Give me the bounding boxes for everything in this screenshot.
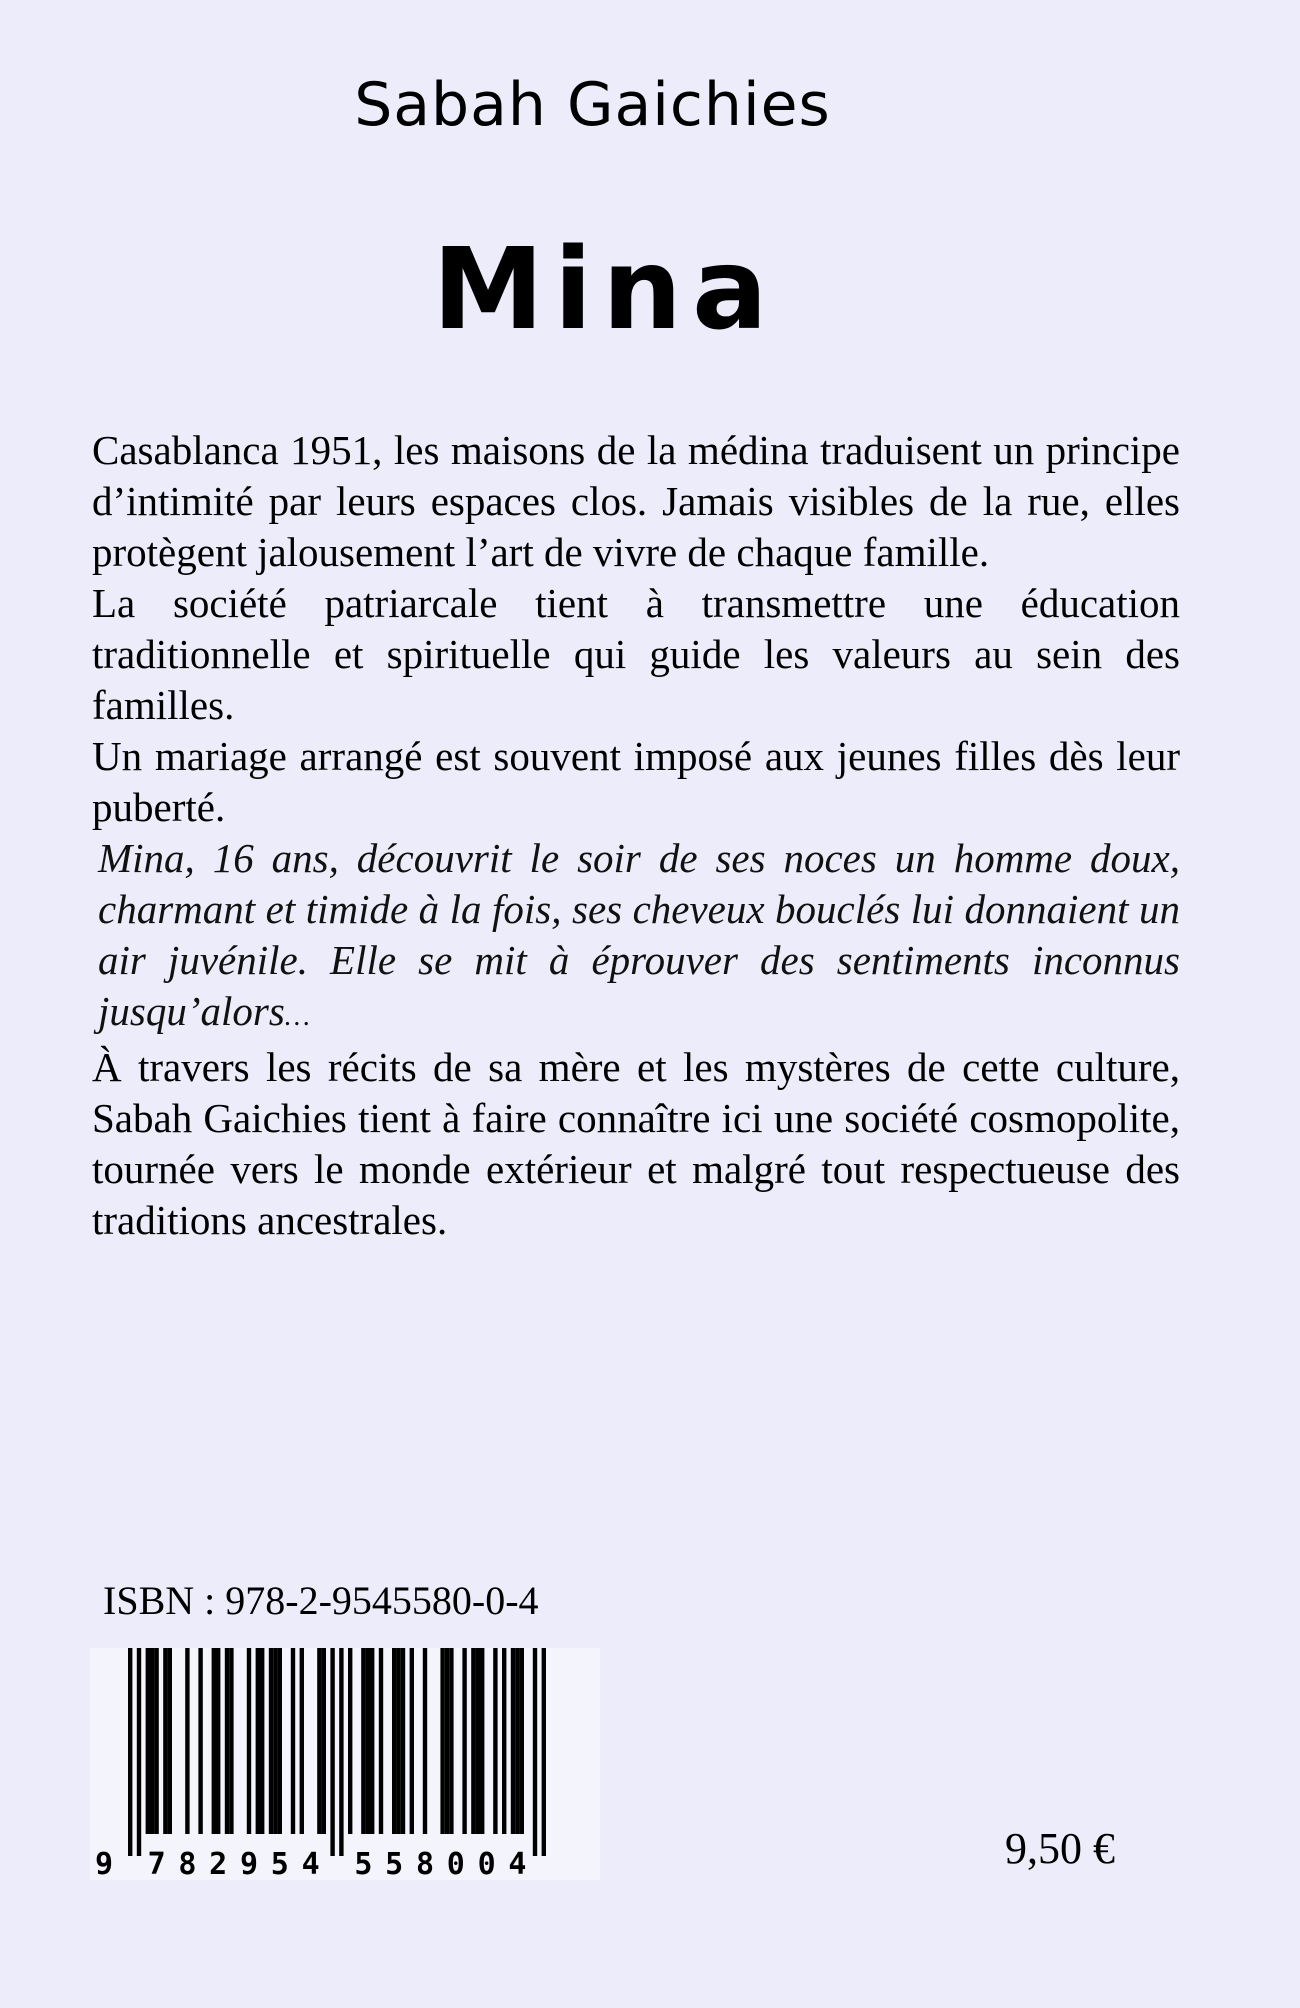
blurb-paragraph-1: Casablanca 1951, les maisons de la médina traduisent un principe d’intimité par leurs espaces clos. Jamais visibles de la rue, elles protègent jalousement l’art de vivre de chaque famille.: [92, 427, 1180, 575]
barcode-bar: [322, 1648, 326, 1834]
barcode-bar: [480, 1648, 484, 1834]
price-label: 9,50 €: [1005, 1824, 1115, 1873]
barcode-bar: [225, 1648, 229, 1834]
back-cover-blurb: [92, 425, 1180, 1246]
excerpt-ellipsis: …: [284, 1001, 310, 1032]
barcode-bar: [476, 1648, 480, 1834]
barcode-bar: [256, 1648, 260, 1834]
barcode-digit: 4: [301, 1847, 320, 1880]
barcode-bar: [401, 1648, 405, 1834]
blurb-paragraph-3: Un mariage arrangé est souvent imposé aux jeunes filles dès leur puberté.: [92, 733, 1180, 830]
barcode-bar: [542, 1648, 546, 1856]
book-title: Mina: [432, 225, 778, 355]
barcode-bar: [379, 1648, 383, 1834]
barcode-bar: [533, 1648, 537, 1856]
barcode-bar: [370, 1648, 374, 1834]
barcode-bar: [339, 1648, 343, 1856]
barcode-digit: 9: [239, 1847, 259, 1880]
barcode-bar: [137, 1648, 141, 1856]
excerpt-text: Mina, 16 ans, découvrit le soir de ses noces un homme doux, charmant et timide à la fois, ses cheveux bouclés lui donnaient un air juvénile. Elle se mit à éprouver des sentiments inconnus jusqu’alors: [98, 835, 1180, 1034]
isbn-label: ISBN : 978-2-9545580-0-4: [103, 1578, 539, 1623]
barcode-digit: 2: [209, 1847, 228, 1880]
blurb-paragraph-2: La société patriarcale tient à transmettre une éducation traditionnelle et spirituelle qui guide les valeurs au sein des familles.: [92, 580, 1180, 728]
barcode-digit: 8: [415, 1847, 435, 1880]
barcode-bar: [229, 1648, 233, 1834]
barcode-digit: 8: [178, 1847, 197, 1880]
barcode-digit: 9: [94, 1847, 114, 1880]
blurb-italic-excerpt: [92, 833, 1180, 1042]
barcode-bar: [168, 1648, 172, 1834]
barcode-bar: [361, 1648, 365, 1834]
barcode-bar: [185, 1648, 189, 1834]
barcode-bar: [163, 1648, 167, 1834]
barcode-bar: [366, 1648, 370, 1834]
barcode-bar: [278, 1648, 282, 1834]
barcode-bar: [348, 1648, 352, 1834]
barcode-bar: [520, 1648, 524, 1834]
barcode-bar: [423, 1648, 427, 1834]
barcode-bar: [300, 1648, 304, 1834]
barcode-bar: [212, 1648, 216, 1834]
barcode: [90, 1648, 600, 1880]
barcode-graphic: [90, 1648, 600, 1880]
barcode-digit: 7: [147, 1847, 166, 1880]
barcode-digit: 0: [446, 1847, 465, 1880]
barcode-bar: [396, 1648, 400, 1834]
barcode-bar: [146, 1648, 150, 1834]
barcode-bar: [260, 1648, 264, 1834]
barcode-bar: [216, 1648, 220, 1834]
barcode-bar: [269, 1648, 273, 1834]
barcode-bar: [493, 1648, 497, 1834]
barcode-bar: [291, 1648, 295, 1834]
barcode-digit: 4: [508, 1847, 527, 1880]
barcode-bar: [445, 1648, 449, 1834]
barcode-bar: [515, 1648, 519, 1834]
barcode-bar: [392, 1648, 396, 1834]
barcode-bar: [440, 1648, 444, 1834]
barcode-digit: 5: [270, 1847, 289, 1880]
barcode-bar: [198, 1648, 202, 1834]
barcode-digit: 5: [354, 1847, 373, 1880]
barcode-bar: [154, 1648, 158, 1834]
barcode-bar: [449, 1648, 453, 1834]
barcode-bar: [502, 1648, 506, 1834]
barcode-bar: [150, 1648, 154, 1834]
barcode-digit: 5: [385, 1847, 404, 1880]
barcode-bar: [273, 1648, 277, 1834]
barcode-digit: 0: [477, 1847, 496, 1880]
barcode-bar: [511, 1648, 515, 1834]
barcode-bar: [462, 1648, 466, 1834]
author-name: Sabah Gaichies: [354, 70, 831, 140]
barcode-bar: [410, 1648, 414, 1834]
barcode-bar: [247, 1648, 251, 1834]
barcode-bar: [317, 1648, 321, 1834]
barcode-bar: [471, 1648, 475, 1834]
barcode-bar: [330, 1648, 334, 1856]
blurb-paragraph-4: À travers les récits de sa mère et les mystères de cette culture, Sabah Gaichies tient à faire connaître ici une société cosmopolite, tournée vers le monde extérieur et malgré tout respectueuse des traditions ancestrales.: [92, 1044, 1180, 1243]
barcode-bar: [128, 1648, 132, 1856]
